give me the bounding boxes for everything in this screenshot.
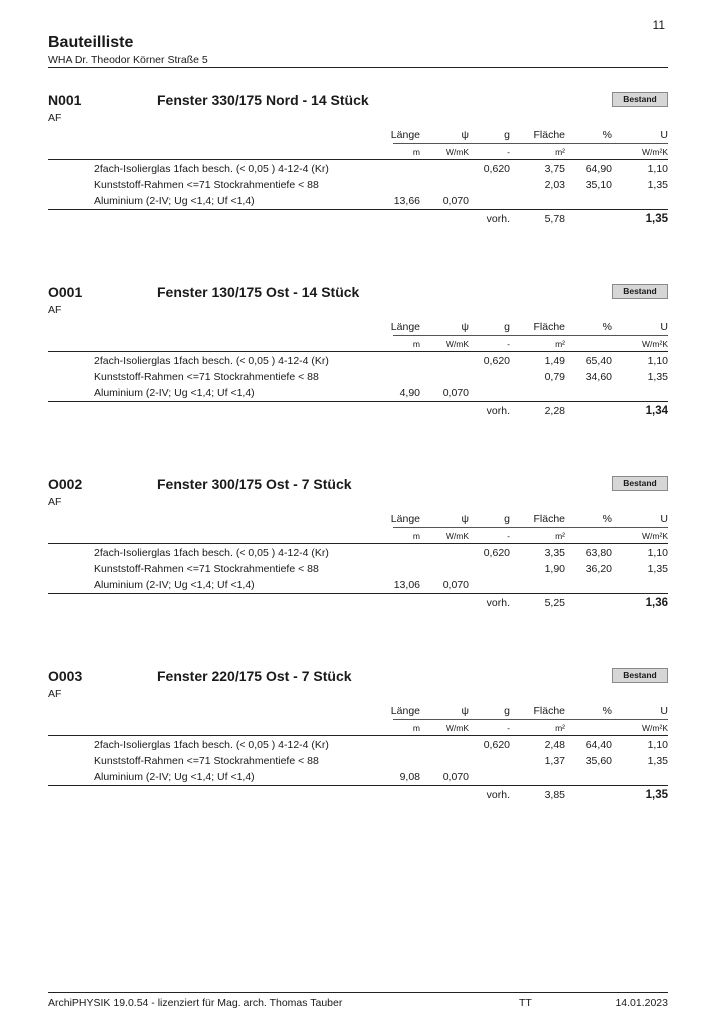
summary-u-value: 1,35 <box>645 213 668 225</box>
component-list <box>48 92 668 860</box>
column-header-g: g <box>504 513 510 525</box>
column-header-u: U <box>660 129 668 141</box>
column-header-pct: % <box>602 513 612 525</box>
column-header-laenge: Länge <box>390 705 420 717</box>
table-row <box>48 563 668 579</box>
header-divider <box>393 335 668 336</box>
header-divider <box>393 719 668 720</box>
cell-psi: 0,070 <box>442 771 469 783</box>
status-badge: Bestand <box>612 92 668 107</box>
row-description: Aluminium (2-IV; Ug <1,4; Uf <1,4) <box>94 387 255 399</box>
column-header-g: g <box>504 705 510 717</box>
unit-psi: W/mK <box>445 531 469 541</box>
footer-rule <box>48 992 668 993</box>
cell-psi: 0,070 <box>442 387 469 399</box>
unit-laenge: m <box>412 339 420 349</box>
cell-laenge: 9,08 <box>399 771 420 783</box>
cell-flaeche: 1,49 <box>544 355 565 367</box>
column-header-flaeche: Fläche <box>533 129 565 141</box>
cell-u: 1,35 <box>647 371 668 383</box>
row-description: Kunststoff-Rahmen <=71 Stockrahmentiefe < 88 <box>94 563 319 575</box>
row-description: 2fach-Isolierglas 1fach besch. (< 0,05 ) 4-12-4 (Kr) <box>94 547 329 559</box>
table-bottom-rule <box>48 785 668 786</box>
unit-laenge: m <box>412 531 420 541</box>
summary-area: 2,28 <box>544 405 565 417</box>
table-row <box>48 355 668 371</box>
section-id: O001 <box>48 284 83 300</box>
section-title: Fenster 300/175 Ost - 7 Stück <box>157 476 352 492</box>
table-row <box>48 163 668 179</box>
cell-pct: 35,10 <box>585 179 612 191</box>
table-top-rule <box>48 351 668 352</box>
section-id: O003 <box>48 668 83 684</box>
cell-psi: 0,070 <box>442 195 469 207</box>
unit-flaeche: m² <box>555 339 565 349</box>
page-number: 11 <box>652 18 665 32</box>
cell-u: 1,35 <box>647 179 668 191</box>
summary-area: 5,25 <box>544 597 565 609</box>
column-header-g: g <box>504 129 510 141</box>
cell-laenge: 4,90 <box>399 387 420 399</box>
unit-laenge: m <box>412 147 420 157</box>
footer-software: ArchiPHYSIK 19.0.54 - lizenziert für Mag. arch. Thomas Tauber <box>48 997 343 1009</box>
column-header-pct: % <box>602 129 612 141</box>
unit-flaeche: m² <box>555 531 565 541</box>
unit-g: - <box>507 147 510 157</box>
unit-g: - <box>507 723 510 733</box>
page-title: Bauteilliste <box>48 34 134 51</box>
unit-u: W/m²K <box>642 723 668 733</box>
row-description: 2fach-Isolierglas 1fach besch. (< 0,05 ) 4-12-4 (Kr) <box>94 355 329 367</box>
section-id: O002 <box>48 476 83 492</box>
footer-date: 14.01.2023 <box>615 997 668 1009</box>
row-description: 2fach-Isolierglas 1fach besch. (< 0,05 ) 4-12-4 (Kr) <box>94 163 329 175</box>
unit-psi: W/mK <box>445 723 469 733</box>
status-badge: Bestand <box>612 668 668 683</box>
cell-flaeche: 2,03 <box>544 179 565 191</box>
cell-g: 0,620 <box>483 355 510 367</box>
table-top-rule <box>48 735 668 736</box>
unit-u: W/m²K <box>642 147 668 157</box>
column-header-psi: ψ <box>461 321 469 333</box>
column-header-flaeche: Fläche <box>533 705 565 717</box>
row-description: Kunststoff-Rahmen <=71 Stockrahmentiefe < 88 <box>94 179 319 191</box>
unit-psi: W/mK <box>445 339 469 349</box>
section-id: N001 <box>48 92 82 108</box>
cell-flaeche: 1,90 <box>544 563 565 575</box>
cell-pct: 36,20 <box>585 563 612 575</box>
summary-label: vorh. <box>486 789 510 801</box>
status-badge: Bestand <box>612 476 668 491</box>
cell-pct: 35,60 <box>585 755 612 767</box>
table-row <box>48 739 668 755</box>
section-type: AF <box>48 304 62 316</box>
summary-u-value: 1,36 <box>645 597 668 609</box>
section-title: Fenster 330/175 Nord - 14 Stück <box>157 92 369 108</box>
status-badge: Bestand <box>612 284 668 299</box>
summary-label: vorh. <box>486 597 510 609</box>
cell-u: 1,10 <box>647 547 668 559</box>
column-header-laenge: Länge <box>390 129 420 141</box>
summary-u-value: 1,34 <box>645 405 668 417</box>
column-header-laenge: Länge <box>390 513 420 525</box>
summary-u-value: 1,35 <box>645 789 668 801</box>
section-type: AF <box>48 688 62 700</box>
section-title: Fenster 130/175 Ost - 14 Stück <box>157 284 360 300</box>
cell-flaeche: 3,35 <box>544 547 565 559</box>
section-title: Fenster 220/175 Ost - 7 Stück <box>157 668 352 684</box>
summary-label: vorh. <box>486 405 510 417</box>
unit-flaeche: m² <box>555 147 565 157</box>
row-description: 2fach-Isolierglas 1fach besch. (< 0,05 ) 4-12-4 (Kr) <box>94 739 329 751</box>
cell-pct: 64,40 <box>585 739 612 751</box>
summary-label: vorh. <box>486 213 510 225</box>
cell-pct: 65,40 <box>585 355 612 367</box>
header-rule <box>48 67 668 68</box>
cell-u: 1,35 <box>647 563 668 575</box>
column-header-u: U <box>660 705 668 717</box>
cell-u: 1,10 <box>647 739 668 751</box>
cell-u: 1,10 <box>647 355 668 367</box>
table-bottom-rule <box>48 209 668 210</box>
column-header-pct: % <box>602 321 612 333</box>
cell-flaeche: 2,48 <box>544 739 565 751</box>
unit-g: - <box>507 339 510 349</box>
unit-psi: W/mK <box>445 147 469 157</box>
summary-area: 5,78 <box>544 213 565 225</box>
row-description: Kunststoff-Rahmen <=71 Stockrahmentiefe < 88 <box>94 755 319 767</box>
summary-area: 3,85 <box>544 789 565 801</box>
cell-u: 1,10 <box>647 163 668 175</box>
unit-laenge: m <box>412 723 420 733</box>
cell-flaeche: 0,79 <box>544 371 565 383</box>
row-description: Aluminium (2-IV; Ug <1,4; Uf <1,4) <box>94 579 255 591</box>
footer-initials: TT <box>519 997 532 1009</box>
row-description: Kunststoff-Rahmen <=71 Stockrahmentiefe < 88 <box>94 371 319 383</box>
column-header-flaeche: Fläche <box>533 321 565 333</box>
component-section <box>48 284 668 476</box>
table-row <box>48 179 668 195</box>
column-header-u: U <box>660 513 668 525</box>
unit-u: W/m²K <box>642 531 668 541</box>
component-section <box>48 476 668 668</box>
table-bottom-rule <box>48 593 668 594</box>
table-top-rule <box>48 159 668 160</box>
column-header-laenge: Länge <box>390 321 420 333</box>
cell-g: 0,620 <box>483 547 510 559</box>
table-bottom-rule <box>48 401 668 402</box>
cell-u: 1,35 <box>647 755 668 767</box>
table-row <box>48 547 668 563</box>
cell-g: 0,620 <box>483 739 510 751</box>
cell-pct: 63,80 <box>585 547 612 559</box>
column-header-pct: % <box>602 705 612 717</box>
column-header-flaeche: Fläche <box>533 513 565 525</box>
unit-u: W/m²K <box>642 339 668 349</box>
component-section <box>48 92 668 284</box>
section-type: AF <box>48 112 62 124</box>
column-header-psi: ψ <box>461 129 469 141</box>
unit-g: - <box>507 531 510 541</box>
project-subtitle: WHA Dr. Theodor Körner Straße 5 <box>48 54 208 66</box>
cell-pct: 34,60 <box>585 371 612 383</box>
cell-flaeche: 1,37 <box>544 755 565 767</box>
column-header-psi: ψ <box>461 513 469 525</box>
table-row <box>48 755 668 771</box>
column-header-g: g <box>504 321 510 333</box>
row-description: Aluminium (2-IV; Ug <1,4; Uf <1,4) <box>94 195 255 207</box>
column-header-u: U <box>660 321 668 333</box>
header-divider <box>393 527 668 528</box>
section-type: AF <box>48 496 62 508</box>
cell-flaeche: 3,75 <box>544 163 565 175</box>
cell-laenge: 13,06 <box>393 579 420 591</box>
row-description: Aluminium (2-IV; Ug <1,4; Uf <1,4) <box>94 771 255 783</box>
cell-g: 0,620 <box>483 163 510 175</box>
table-top-rule <box>48 543 668 544</box>
cell-laenge: 13,66 <box>393 195 420 207</box>
unit-flaeche: m² <box>555 723 565 733</box>
table-row <box>48 371 668 387</box>
cell-psi: 0,070 <box>442 579 469 591</box>
header-divider <box>393 143 668 144</box>
column-header-psi: ψ <box>461 705 469 717</box>
component-section <box>48 668 668 860</box>
cell-pct: 64,90 <box>585 163 612 175</box>
